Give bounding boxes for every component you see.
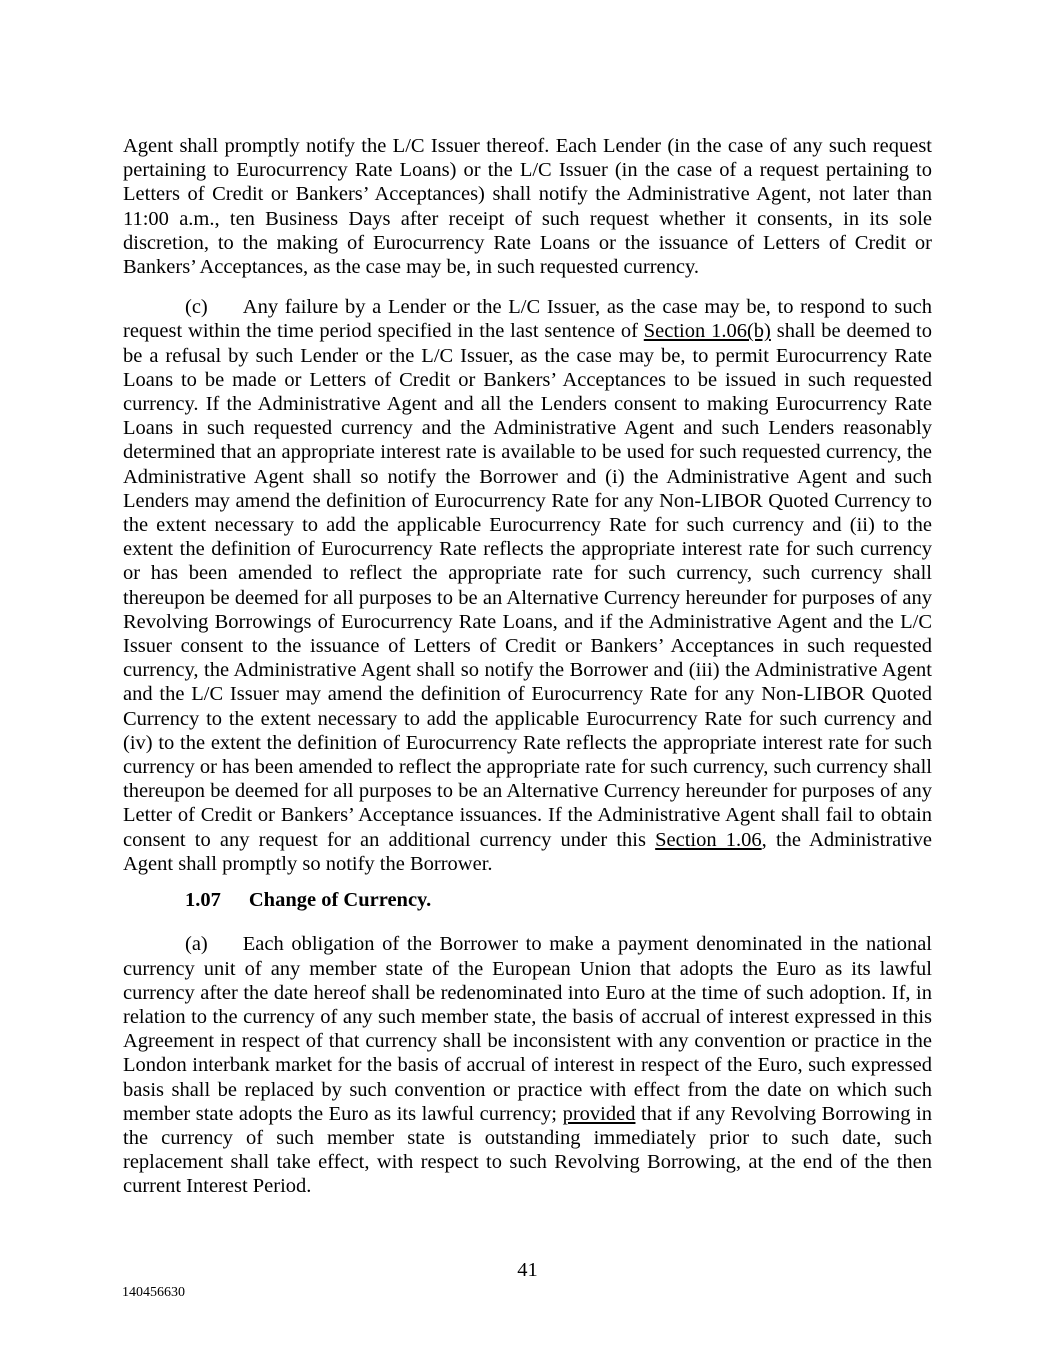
section-heading-1-07 xyxy=(185,888,932,912)
paragraph-c xyxy=(123,295,932,876)
paragraph-continuation: Agent shall promptly notify the L/C Issuer thereof. Each Lender (in the case of any such request pertaining to Eurocurrency Rate Loans) or the L/C Issuer (in the case of a request pertaining to Letters of Credit or Bankers’ Acceptances) shall notify the Administrative Agent, not later than 11:00 a.m., ten Business Days after receipt of such request whether it consents, in its sole discretion, to the making of Eurocurrency Rate Loans or the issuance of Letters of Credit or Bankers’ Acceptances, as the case may be, in such requested currency. xyxy=(123,135,932,279)
page-body xyxy=(123,134,932,1199)
underlined-reference: Section 1.06(b) xyxy=(643,320,771,343)
paragraph-a-text: Each obligation of the Borrower to make a payment denominated in the national currency unit of any member state of the European Union that adopts the Euro as its lawful currency after the date hereof shall be redenominated into Euro at the time of such adoption. If, in relation to the currency of any such member state, the basis of accrual of interest expressed in this Agreement in respect of that currency shall be inconsistent with any convention or practice in the London interbank market for the basis of accrual of interest in respect of the Euro, such expressed basis shall be replaced by such convention or practice with effect from the date on which such member state adopts the Euro as its lawful currency; provided that if any Revolving Borrowing in the currency of such member state is outstanding immediately prior to such date, such replacement shall take effect, with respect to such Revolving Borrowing, at the end of the then current Interest Period. xyxy=(123,933,932,1198)
paragraph-c-label: (c) xyxy=(185,296,208,319)
document-id-footer: 140456630 xyxy=(122,1285,185,1300)
section-title: Change of Currency. xyxy=(248,889,432,912)
underlined-reference: provided xyxy=(562,1102,636,1125)
page-number: 41 xyxy=(517,1259,538,1281)
section-number: 1.07 xyxy=(185,889,221,912)
paragraph-a-label: (a) xyxy=(185,933,208,956)
paragraph-c-text: Any failure by a Lender or the L/C Issuer, as the case may be, to respond to such request within the time period specified in the last sentence of Section 1.06(b) shall be deemed to be a refusal by such Lender or the L/C Issuer, as the case may be, to permit Eurocurrency Rate Loans to be made or Letters of Credit or Bankers’ Acceptances to be issued in such requested currency. If the Administrative Agent and all the Lenders consent to making Eurocurrency Rate Loans in such requested currency and the Administrative Agent and such Lenders reasonably determined that an appropriate interest rate is available to be used for such requested currency, the Administrative Agent shall so notify the Borrower and (i) the Administrative Agent and such Lenders may amend the definition of Eurocurrency Rate for any Non-LIBOR Quoted Currency to the extent necessary to add the applicable Eurocurrency Rate for such currency and (ii) to the extent the definition of Eurocurrency Rate reflects the appropriate interest rate for such currency or has been amended to reflect the appropriate rate for such currency, such currency shall thereupon be deemed for all purposes to be an Alternative Currency hereunder for purposes of any Revolving Borrowings of Eurocurrency Rate Loans, and if the Administrative Agent and the L/C Issuer consent to the issuance of Letters of Credit or Bankers’ Acceptances in such requested currency, the Administrative Agent shall so notify the Borrower and (iii) the Administrative Agent and the L/C Issuer may amend the definition of Eurocurrency Rate for any Non-LIBOR Quoted Currency to the extent necessary to add the applicable Eurocurrency Rate for such currency and (iv) to the extent the definition of Eurocurrency Rate reflects the appropriate interest rate for such currency or has been amended to reflect the appropriate rate for such currency, such currency shall thereupon be deemed for all purposes to be an Alternative Currency hereunder for purposes of any Letter of Credit or Bankers’ Acceptance issuances. If the Administrative Agent shall fail to obtain consent to any request for an additional currency under this Section 1.06, the Administrative Agent shall promptly so notify the Borrower. xyxy=(123,296,932,875)
paragraph-a xyxy=(123,932,932,1198)
underlined-reference: Section 1.06 xyxy=(655,828,762,851)
